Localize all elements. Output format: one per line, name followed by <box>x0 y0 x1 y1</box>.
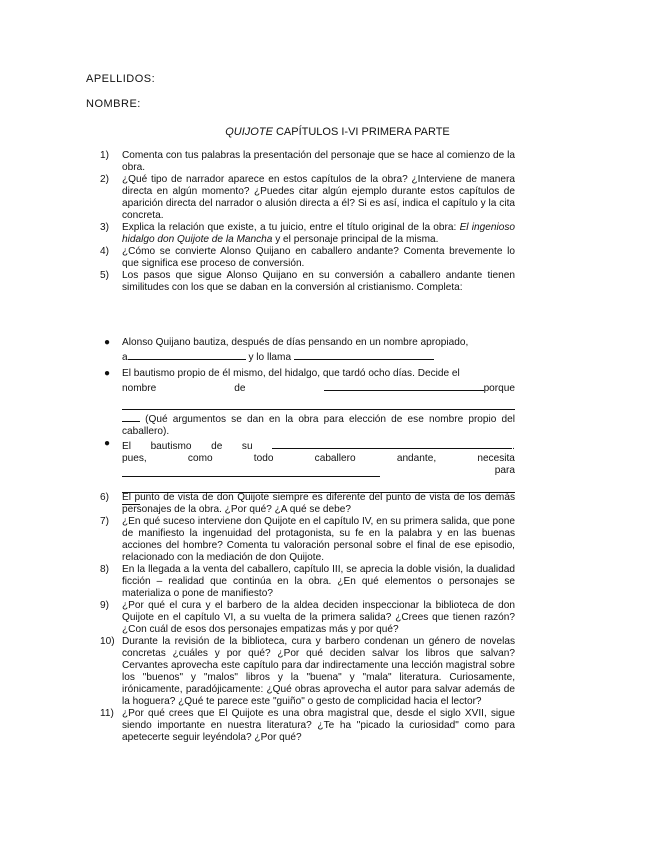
bullet-text: de <box>234 383 246 394</box>
bullet-icon: ● <box>104 368 111 379</box>
question-list-part2 <box>100 492 515 744</box>
question-item <box>100 246 515 270</box>
question-number: 3) <box>100 222 109 233</box>
question-text: Comenta con tus palabras la presentación del personaje que se hace al comienzo de la obra. <box>122 150 515 173</box>
question-number: 2) <box>100 174 109 185</box>
question-text-italic: El ingenioso hidalgo don Quijote de la Mancha <box>122 222 515 245</box>
page-title <box>0 126 655 138</box>
question-number: 7) <box>100 516 109 527</box>
blank-line[interactable] <box>122 466 380 477</box>
bullet-text: nombre <box>122 383 157 394</box>
title-italic: QUIJOTE <box>225 126 273 138</box>
bullet-text: porque <box>483 383 515 394</box>
blank-line[interactable] <box>128 349 246 360</box>
apellidos-label: APELLIDOS: <box>86 73 156 85</box>
question-text: ¿Por qué crees que El Quijote es una obra magistral que, desde el siglo XVII, sigue siendo importante en nuestra literatura? ¿Te ha "picado la curiosidad" como para apetecerte seguir leyéndola? ¿Por qué? <box>122 708 515 743</box>
bullet-blank-row <box>122 465 515 477</box>
question-item <box>100 564 515 600</box>
blank-line[interactable] <box>272 438 512 449</box>
question-text: El punto de vista de don Quijote siempre es diferente del punto de vista de los demás personajes de la obra. ¿Por qué? ¿A qué se debe? <box>122 492 515 515</box>
question-text: Durante la revisión de la biblioteca, cura y barbero condenan un género de novelas concretas ¿cuáles y por qué? ¿Por qué deciden salvar los libros que salvan? Cervantes aprovecha este capítulo para dar indirectamente una lección magistral sobre los "buenos" y "malos" libros y la "buena" y "mala" literatura. Curiosamente, irónicamente, paradójicamente: ¿Qué obras aprovecha el autor para salvar además de la hoguera? ¿Qué te parece este "guiño" o gesto de complicidad hacia el lector? <box>122 636 515 707</box>
bullet-item-1 <box>100 337 515 364</box>
question-number: 8) <box>100 564 109 575</box>
bullet-text: como <box>187 453 213 464</box>
bullet-blank-row <box>122 438 515 453</box>
question-text-before: Explica la relación que existe, a tu juicio, entre el título original de la obra: <box>122 222 460 233</box>
question-item <box>100 492 515 516</box>
blank-line[interactable] <box>294 349 434 360</box>
question-number: 1) <box>100 150 109 161</box>
bullet-blank-row <box>122 380 515 395</box>
question-text: Los pasos que sigue Alonso Quijano en su conversión a caballero andante tienen similitudes con los que se daban en la conversión al cristianismo. Completa: <box>122 270 515 293</box>
bullet-text: caballero <box>314 453 356 464</box>
bullet-text: y lo llama <box>248 352 292 363</box>
question-text-after: y el personaje principal de la misma. <box>272 234 439 245</box>
question-text: En la llegada a la venta del caballero, capítulo III, se aprecia la doble visión, la dualidad ficción – realidad que continúa en la obra. ¿En qué elementos o personajes se materializa o pone de manifiesto? <box>122 564 515 599</box>
bullet-text: necesita <box>477 453 515 464</box>
title-rest: CAPÍTULOS I-VI PRIMERA PARTE <box>272 126 450 138</box>
bullet-text-row <box>122 453 515 465</box>
question-item <box>100 708 515 744</box>
question-number: 9) <box>100 600 109 611</box>
bullet-text: Alonso Quijano bautiza, después de días pensando en un nombre apropiado, <box>122 337 469 348</box>
bullet-icon: ● <box>104 337 111 348</box>
question-number: 5) <box>100 270 109 281</box>
bullet-text: El bautismo propio de él mismo, del hidalgo, que tardó ocho días. Decide el <box>122 368 460 379</box>
question-item <box>100 222 515 246</box>
nombre-label: NOMBRE: <box>86 98 141 110</box>
bullet-tail <box>122 411 515 438</box>
bullet-text: todo <box>253 453 274 464</box>
bullet-blank-row <box>122 349 515 364</box>
bullet-text: bautismo <box>150 441 192 452</box>
question-item <box>100 516 515 564</box>
question-number: 4) <box>100 246 109 257</box>
question-number: 10) <box>100 636 115 647</box>
bullet-text: pues, <box>122 453 147 464</box>
bullet-text: El <box>122 441 131 452</box>
bullet-text: para <box>494 465 515 476</box>
question-item <box>100 600 515 636</box>
bullet-text: a <box>122 352 128 363</box>
blank-line[interactable] <box>122 411 140 422</box>
bullet-text: su <box>241 441 253 452</box>
blank-line[interactable] <box>324 380 484 391</box>
question-text: ¿Qué tipo de narrador aparece en estos capítulos de la obra? ¿Interviene de manera directa en algún momento? ¿Puedes citar algún ejemplo durante estos capítulos de aparición directa del narrador o alusión directa a él? Si es así, indica el capítulo y la cita concreta. <box>122 174 515 221</box>
question-number: 11) <box>100 708 114 719</box>
question-list-part1 <box>100 150 515 294</box>
question-item <box>100 636 515 708</box>
bullet-text: andante, <box>396 453 437 464</box>
question-number: 6) <box>100 492 109 503</box>
question-item <box>100 270 515 294</box>
question-text: ¿Cómo se convierte Alonso Quijano en caballero andante? Comenta brevemente lo que significa ese proceso de conversión. <box>122 246 515 269</box>
bullet-text: (Qué argumentos se dan en la obra para elección de ese nombre propio del caballero). <box>122 414 515 437</box>
completion-bullets <box>100 337 515 509</box>
question-text: ¿En qué suceso interviene don Quijote en el capítulo IV, en su primera salida, que pone de manifiesto la ingenuidad del protagonista, su fe en la palabra y en las buenas acciones del hombre? Comenta tu valoración personal sobre el final de ese episodio, relacionado con la mediación de don Quijote. <box>122 516 515 563</box>
question-text: ¿Por qué el cura y el barbero de la aldea deciden inspeccionar la biblioteca de don Quijote en el capítulo VI, a su vuelta de la primera salida? ¿Crees que tienen razón? ¿Con cuál de esos dos personajes empatizas más y por qué? <box>122 600 515 635</box>
blank-line[interactable] <box>122 397 515 410</box>
question-item <box>100 174 515 222</box>
bullet-text: de <box>211 441 223 452</box>
bullet-item-2 <box>100 368 515 438</box>
bullet-text: . <box>512 441 515 452</box>
question-item <box>100 150 515 174</box>
bullet-icon: ● <box>104 438 111 449</box>
